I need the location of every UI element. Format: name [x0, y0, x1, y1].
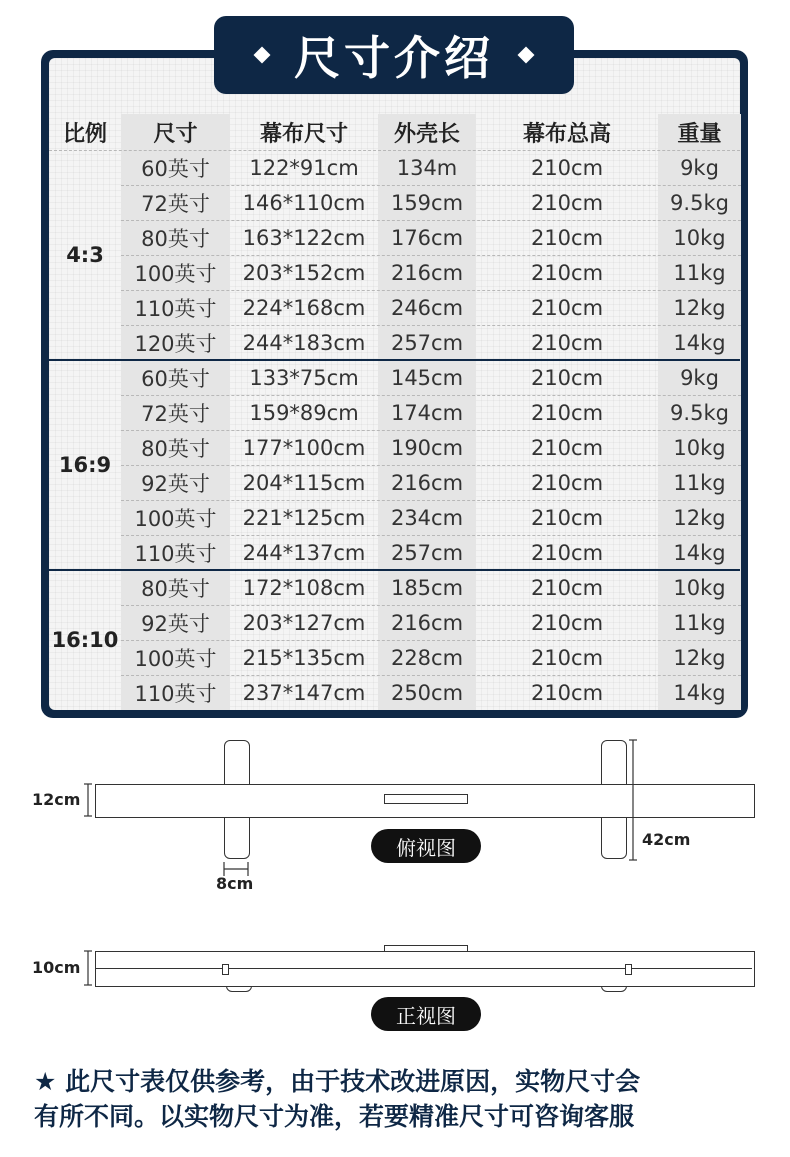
table-cell: 210cm: [530, 330, 604, 355]
column-header: 幕布尺寸: [259, 121, 348, 147]
table-cell: 185cm: [390, 575, 464, 600]
column-header: 重量: [677, 121, 722, 147]
page-title: [214, 16, 574, 94]
table-cell: 10kg: [673, 435, 726, 460]
table-cell: 210cm: [530, 260, 604, 285]
table-cell: 172*108cm: [242, 575, 366, 600]
table-cell: 176cm: [390, 225, 464, 250]
table-cell: 60英寸: [141, 366, 210, 391]
table-cell: 10kg: [673, 575, 726, 600]
ratio-label: 16:9: [58, 453, 112, 477]
table-cell: 11kg: [673, 470, 726, 495]
front-view-height-dimension: 10cm: [32, 958, 81, 977]
table-cell: 145cm: [390, 365, 464, 390]
table-cell: 216cm: [390, 610, 464, 635]
table-cell: 92英寸: [141, 611, 210, 636]
table-cell: 210cm: [530, 645, 604, 670]
table-cell: 9kg: [680, 155, 719, 180]
table-cell: 224*168cm: [242, 295, 366, 320]
table-cell: 120英寸: [134, 331, 217, 356]
table-cell: 257cm: [390, 330, 464, 355]
top-view-label: 俯视图: [371, 829, 481, 863]
disclaimer-line-1: ★ 此尺寸表仅供参考，由于技术改进原因，实物尺寸会: [34, 1067, 641, 1096]
table-cell: 60英寸: [141, 156, 210, 181]
table-cell: 228cm: [390, 645, 464, 670]
table-cell: 110英寸: [134, 296, 217, 321]
table-cell: 203*152cm: [242, 260, 366, 285]
table-cell: 210cm: [530, 680, 604, 705]
table-cell: 100英寸: [134, 646, 217, 671]
front-view-housing: [95, 951, 755, 987]
table-cell: 11kg: [673, 610, 726, 635]
table-cell: 134m: [396, 155, 458, 180]
table-cell: 110英寸: [134, 681, 217, 706]
table-cell: 210cm: [530, 435, 604, 460]
table-cell: 159cm: [390, 190, 464, 215]
table-cell: 14kg: [673, 680, 726, 705]
table-cell: 210cm: [530, 295, 604, 320]
column-header: 幕布总高: [522, 121, 611, 147]
table-cell: 174cm: [390, 400, 464, 425]
table-cell: 204*115cm: [242, 470, 366, 495]
table-cell: 221*125cm: [242, 505, 366, 530]
column-header: 外壳长: [393, 121, 460, 147]
table-cell: 12kg: [673, 645, 726, 670]
table-cell: 9.5kg: [670, 400, 729, 425]
table-cell: 12kg: [673, 505, 726, 530]
table-cell: 9kg: [680, 365, 719, 390]
table-cell: 72英寸: [141, 191, 210, 216]
table-cell: 159*89cm: [249, 400, 359, 425]
front-view-clip-right: [625, 964, 632, 975]
ratio-label: 16:10: [51, 628, 119, 652]
table-cell: 234cm: [390, 505, 464, 530]
disclaimer-line-2: 有所不同。以实物尺寸为准，若要精准尺寸可咨询客服: [34, 1102, 635, 1131]
table-cell: 237*147cm: [242, 680, 366, 705]
table-cell: 12kg: [673, 295, 726, 320]
table-cell: 14kg: [673, 540, 726, 565]
top-view-height-dimension: 12cm: [32, 790, 81, 809]
table-cell: 80英寸: [141, 576, 210, 601]
table-cell: 210cm: [530, 365, 604, 390]
table-cell: 215*135cm: [242, 645, 366, 670]
table-cell: 92英寸: [141, 471, 210, 496]
front-view-clip-left: [222, 964, 229, 975]
table-cell: 210cm: [530, 610, 604, 635]
table-cell: 246cm: [390, 295, 464, 320]
table-cell: 210cm: [530, 575, 604, 600]
front-view-label: 正视图: [371, 997, 481, 1031]
table-cell: 210cm: [530, 400, 604, 425]
table-cell: 72英寸: [141, 401, 210, 426]
table-cell: 122*91cm: [249, 155, 359, 180]
table-cell: 210cm: [530, 540, 604, 565]
table-cell: 203*127cm: [242, 610, 366, 635]
table-cell: 177*100cm: [242, 435, 366, 460]
table-cell: 100英寸: [134, 261, 217, 286]
table-cell: 216cm: [390, 260, 464, 285]
table-cell: 210cm: [530, 225, 604, 250]
front-view-center-line: [96, 968, 752, 969]
table-cell: 163*122cm: [242, 225, 366, 250]
column-header: 尺寸: [153, 121, 198, 147]
table-cell: 216cm: [390, 470, 464, 495]
page-title-text: 尺寸介绍: [294, 31, 494, 85]
table-cell: 11kg: [673, 260, 726, 285]
table-cell: 146*110cm: [242, 190, 366, 215]
table-cell: 110英寸: [134, 541, 217, 566]
table-cell: 190cm: [390, 435, 464, 460]
table-cell: 14kg: [673, 330, 726, 355]
table-cell: 9.5kg: [670, 190, 729, 215]
table-cell: 257cm: [390, 540, 464, 565]
table-cell: 210cm: [530, 190, 604, 215]
table-cell: 10kg: [673, 225, 726, 250]
table-cell: 210cm: [530, 155, 604, 180]
table-cell: 80英寸: [141, 436, 210, 461]
table-cell: 244*183cm: [242, 330, 366, 355]
table-cell: 250cm: [390, 680, 464, 705]
top-view-leg-width-dimension: 8cm: [216, 874, 254, 893]
diamond-icon: [518, 47, 535, 64]
ratio-label: 4:3: [66, 243, 104, 267]
table-cell: 210cm: [530, 470, 604, 495]
table-cell: 80英寸: [141, 226, 210, 251]
table-cell: 133*75cm: [249, 365, 359, 390]
table-cell: 244*137cm: [242, 540, 366, 565]
diamond-icon: [254, 47, 271, 64]
table-cell: 210cm: [530, 505, 604, 530]
top-view-depth-dimension: 42cm: [642, 830, 691, 849]
table-cell: 100英寸: [134, 506, 217, 531]
column-header: 比例: [62, 121, 107, 147]
